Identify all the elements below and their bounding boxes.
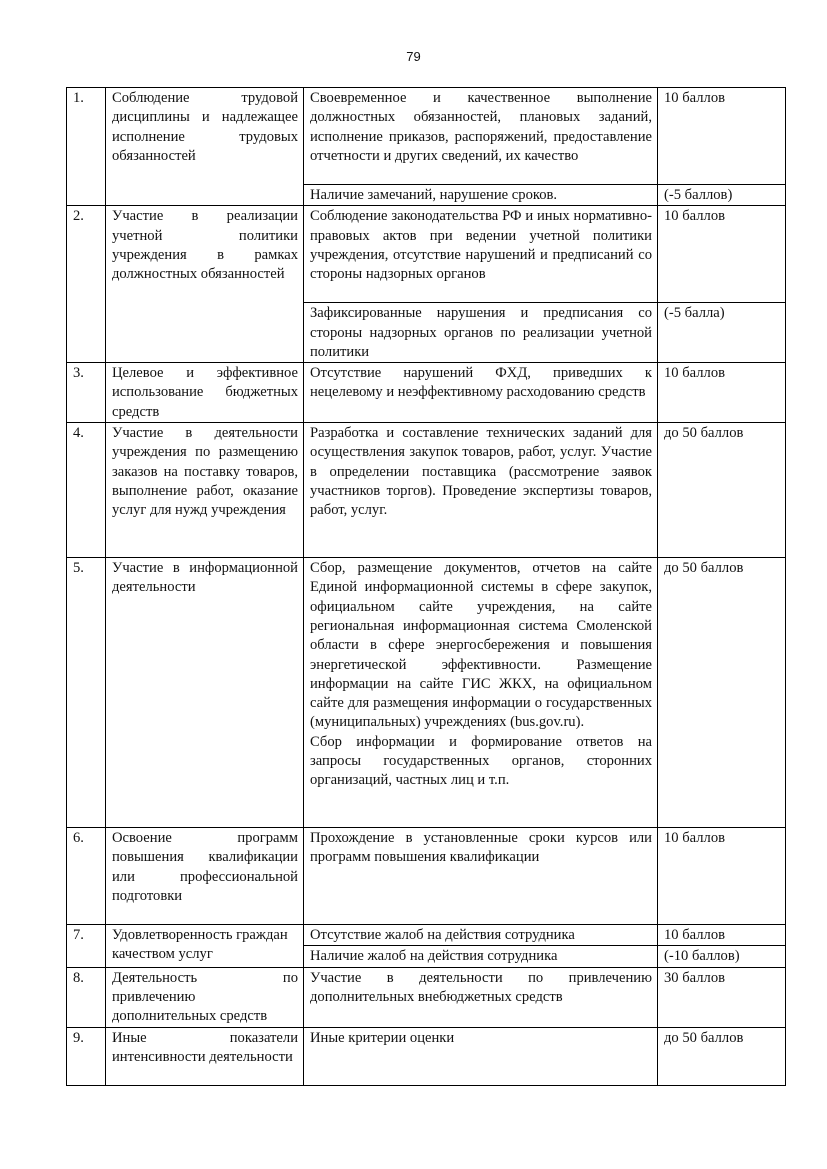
criterion-text: Зафиксированные нарушения и предписания со стороны надзорных органов по реализации учетной политики	[304, 303, 658, 363]
criterion-text: Наличие замечаний, нарушение сроков.	[304, 185, 658, 206]
criterion-score: до 50 баллов	[658, 1027, 786, 1085]
criterion-text: Соблюдение законодательства РФ и иных нормативно-правовых актов при ведении учетной политики учреждения, отсутствие нарушений и предписаний со стороны надзорных органов	[304, 206, 658, 303]
criterion-text: Участие в деятельности по привлечению дополнительных внебюджетных средств	[304, 967, 658, 1027]
criterion-score: 10 баллов	[658, 925, 786, 946]
row-number: 6.	[67, 828, 106, 925]
indicator-name: Удовлетворенность граждан качеством услуг	[106, 925, 304, 968]
row-number: 8.	[67, 967, 106, 1027]
criterion-paragraph: Сбор информации и формирование ответов на запросы государственных органов, сторонних организаций, частных лиц и т.п.	[310, 733, 652, 789]
criterion-score: до 50 баллов	[658, 558, 786, 828]
criterion-text: Наличие жалоб на действия сотрудника	[304, 946, 658, 967]
criterion-text: Иные критерии оценки	[304, 1027, 658, 1085]
row-number: 1.	[67, 88, 106, 206]
criterion-paragraph: Сбор, размещение документов, отчетов на сайте Единой информационной системы в сфере закупок, официальном сайте учреждения, на сайте региональная информационная система Смоленской области в сфере энергосбережения и повышения энергетической эффективности. Размещение информации на сайте ГИС ЖКХ, на официальном сайте для размещения информации о государственных (муниципальных) учреждениях (bus.gov.ru).	[310, 560, 652, 731]
criterion-score: (-5 балла)	[658, 303, 786, 363]
table-row	[67, 88, 786, 185]
indicator-name: Участие в информационной деятельности	[106, 558, 304, 828]
indicator-name: Участие в реализации учетной политики учреждения в рамках должностных обязанностей	[106, 206, 304, 363]
row-number: 9.	[67, 1027, 106, 1085]
row-number: 2.	[67, 206, 106, 363]
indicator-name: Деятельность по привлечению дополнительных средств	[106, 967, 304, 1027]
criterion-score: 10 баллов	[658, 206, 786, 303]
criterion-score: 10 баллов	[658, 88, 786, 185]
criterion-score: до 50 баллов	[658, 423, 786, 558]
criterion-text: Отсутствие нарушений ФХД, приведших к нецелевому и неэффективному расходованию средств	[304, 363, 658, 423]
criterion-text	[304, 558, 658, 828]
row-number: 5.	[67, 558, 106, 828]
table-row	[67, 423, 786, 558]
criterion-text: Отсутствие жалоб на действия сотрудника	[304, 925, 658, 946]
table-row	[67, 967, 786, 1027]
indicator-name: Соблюдение трудовой дисциплины и надлежащее исполнение трудовых обязанностей	[106, 88, 304, 206]
table-row	[67, 828, 786, 925]
evaluation-criteria-table	[66, 87, 786, 1086]
table-row	[67, 1027, 786, 1085]
criterion-score: 10 баллов	[658, 363, 786, 423]
row-number: 7.	[67, 925, 106, 968]
criterion-score: 30 баллов	[658, 967, 786, 1027]
criterion-text: Своевременное и качественное выполнение должностных обязанностей, плановых заданий, исполнение приказов, распоряжений, предоставление отчетности и других сведений, их качество	[304, 88, 658, 185]
table-row	[67, 558, 786, 828]
indicator-name: Иные показатели интенсивности деятельности	[106, 1027, 304, 1085]
criterion-text: Прохождение в установленные сроки курсов или программ повышения квалификации	[304, 828, 658, 925]
table-row	[67, 363, 786, 423]
criterion-text: Разработка и составление технических заданий для осуществления закупок товаров, работ, услуг. Участие в определении поставщика (рассмотрение заявок участников торгов). Проведение экспертизы товаров, работ, услуг.	[304, 423, 658, 558]
indicator-name: Освоение программ повышения квалификации или профессиональной подготовки	[106, 828, 304, 925]
criterion-score: 10 баллов	[658, 828, 786, 925]
criterion-score: (-5 баллов)	[658, 185, 786, 206]
page-number: 79	[406, 49, 421, 64]
criterion-score: (-10 баллов)	[658, 946, 786, 967]
indicator-name: Участие в деятельности учреждения по размещению заказов на поставку товаров, выполнение работ, оказание услуг для нужд учреждения	[106, 423, 304, 558]
row-number: 4.	[67, 423, 106, 558]
table-row	[67, 925, 786, 946]
indicator-name: Целевое и эффективное использование бюджетных средств	[106, 363, 304, 423]
table-row	[67, 206, 786, 303]
row-number: 3.	[67, 363, 106, 423]
